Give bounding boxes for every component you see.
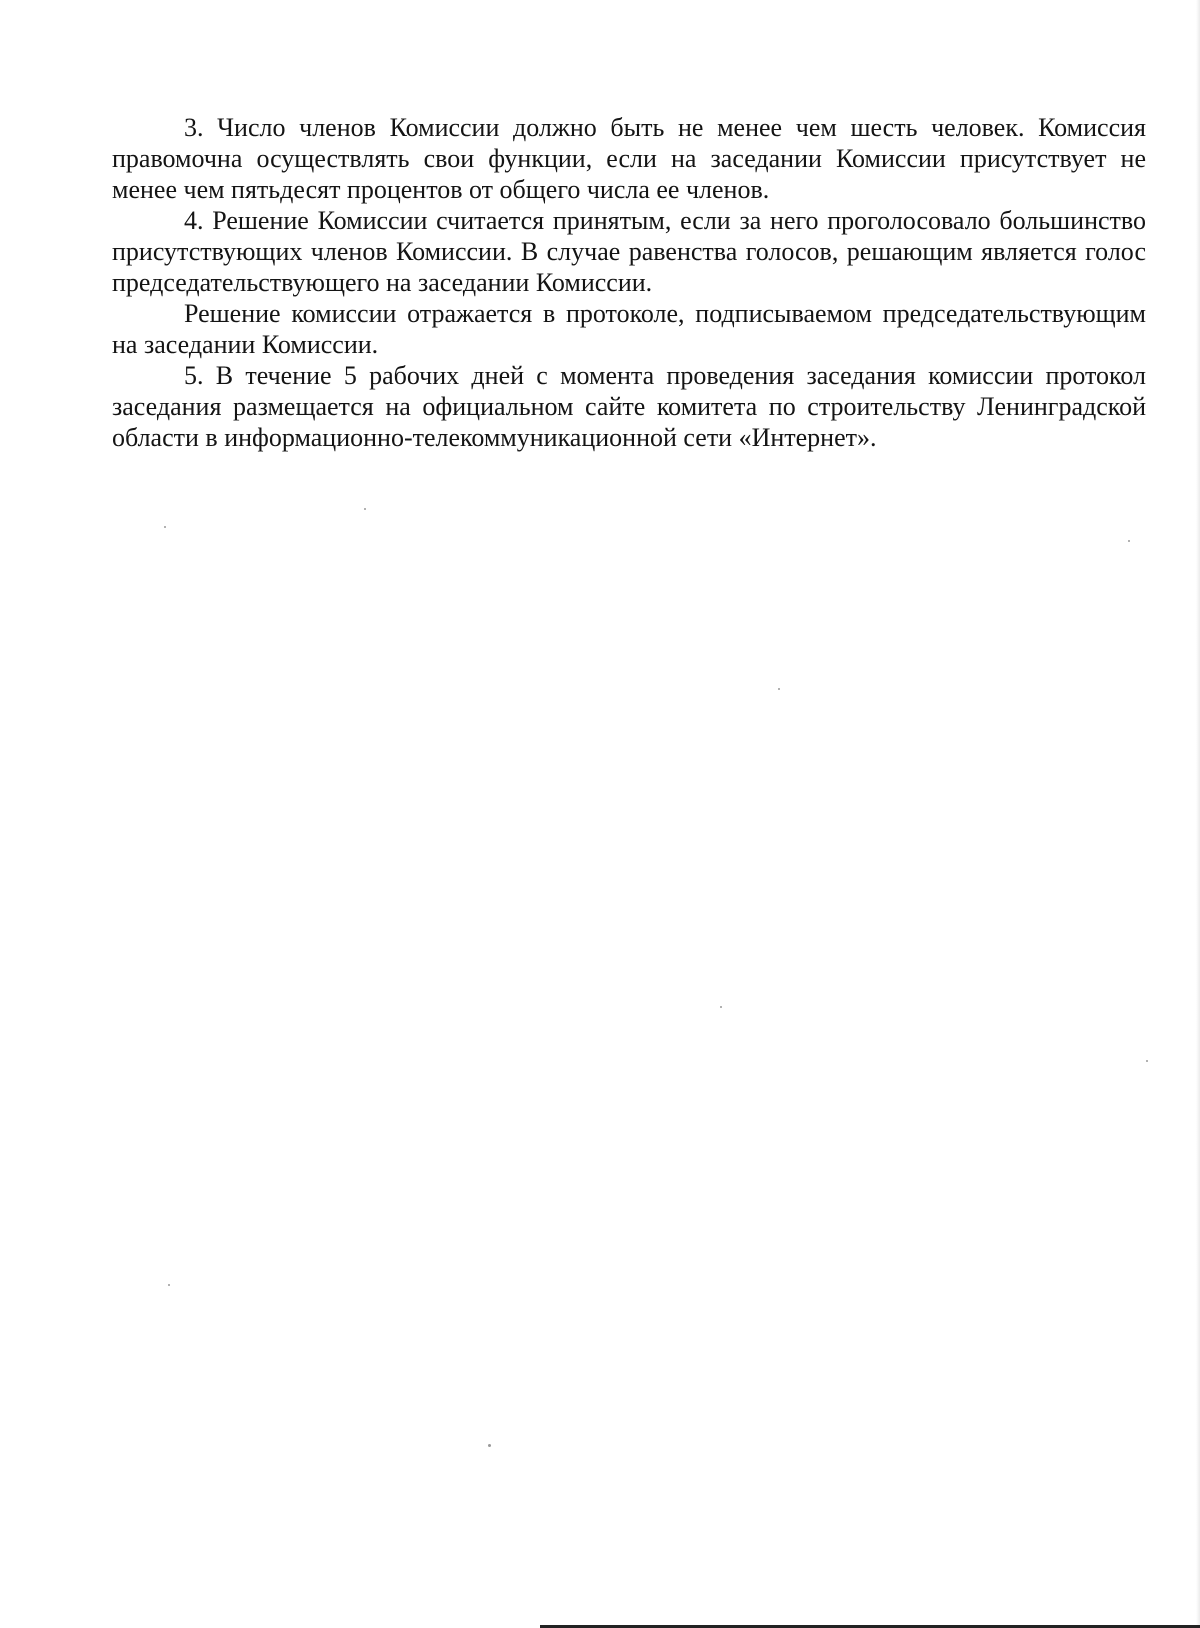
scan-speck <box>164 526 166 528</box>
scan-speck <box>720 1006 722 1008</box>
scan-right-edge <box>1196 0 1200 1628</box>
scan-speck <box>364 508 366 510</box>
document-body <box>112 112 1146 453</box>
scan-speck <box>168 1284 170 1286</box>
scan-speck <box>778 688 780 690</box>
scan-speck <box>488 1444 491 1447</box>
paragraph-4-protocol: Решение комиссии отражается в протоколе, подписываемом председательствующим на заседании Комиссии. <box>112 299 1146 359</box>
paragraph-5: 5. В течение 5 рабочих дней с момента проведения заседания комиссии протокол заседания размещается на официальном сайте комитета по строительству Ленинградской области в информационно-телекоммуникационной сети «Интернет». <box>112 361 1146 452</box>
scan-speck <box>1128 540 1130 542</box>
scan-speck <box>1146 1060 1148 1062</box>
paragraph-4: 4. Решение Комиссии считается принятым, если за него проголосовало большинство присутствующих членов Комиссии. В случае равенства голосов, решающим является голос председательствующего на заседании Комиссии. <box>112 206 1146 297</box>
paragraph-3: 3. Число членов Комиссии должно быть не менее чем шесть человек. Комиссия правомочна осуществлять свои функции, если на заседании Комиссии присутствует не менее чем пятьдесят процентов от общего числа ее членов. <box>112 113 1146 204</box>
